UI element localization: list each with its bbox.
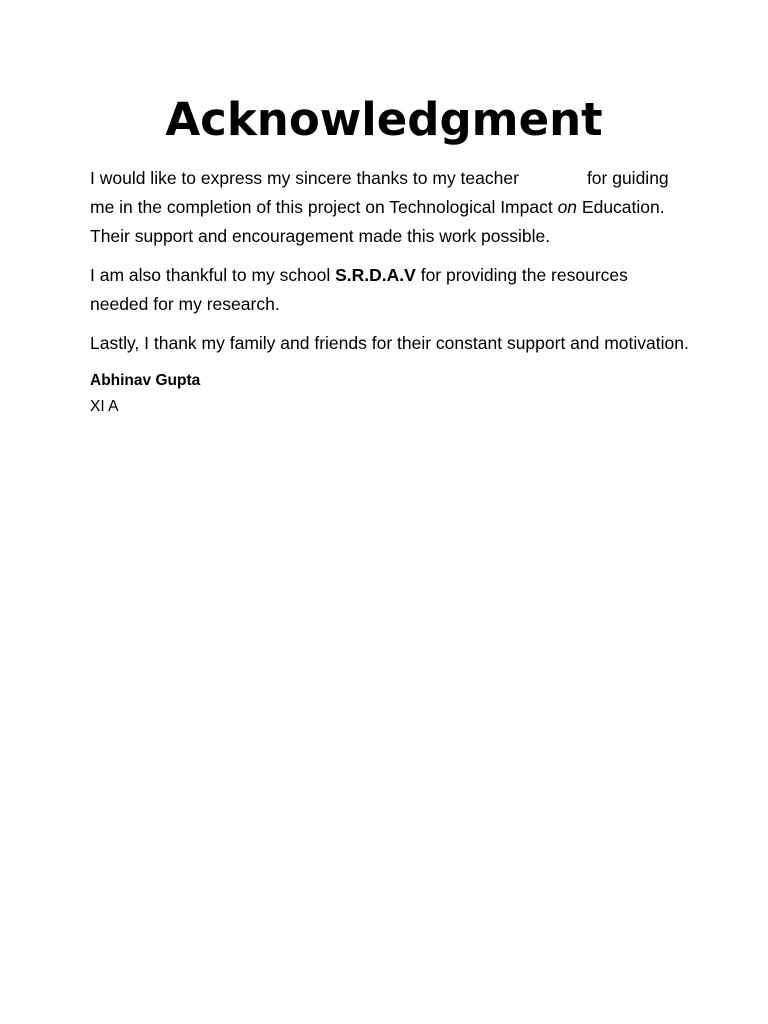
- italic-text: on: [557, 197, 578, 217]
- document-body: [90, 164, 690, 420]
- paragraph-text: Education. Their support and encouragement made this work possible.: [90, 197, 665, 246]
- paragraph-text: for guiding me in the completion of this project on Technological Impact: [90, 168, 669, 217]
- school-name: S.R.D.A.V: [335, 265, 416, 285]
- paragraph-thanks-family: Lastly, I thank my family and friends for their constant support and motivation.: [90, 333, 689, 353]
- signature-class: XI A: [90, 398, 119, 415]
- paragraph-text: for providing the resources needed for my research.: [90, 265, 628, 314]
- paragraph-text: I would like to express my sincere thanks to my teacher: [90, 168, 519, 188]
- signature-name: Abhinav Gupta: [90, 372, 201, 389]
- page-title: Acknowledgment: [165, 93, 603, 146]
- paragraph-text: I am also thankful to my school: [90, 265, 336, 285]
- paragraph-thanks-teacher: [90, 164, 690, 251]
- paragraph-thanks-school: [90, 261, 690, 319]
